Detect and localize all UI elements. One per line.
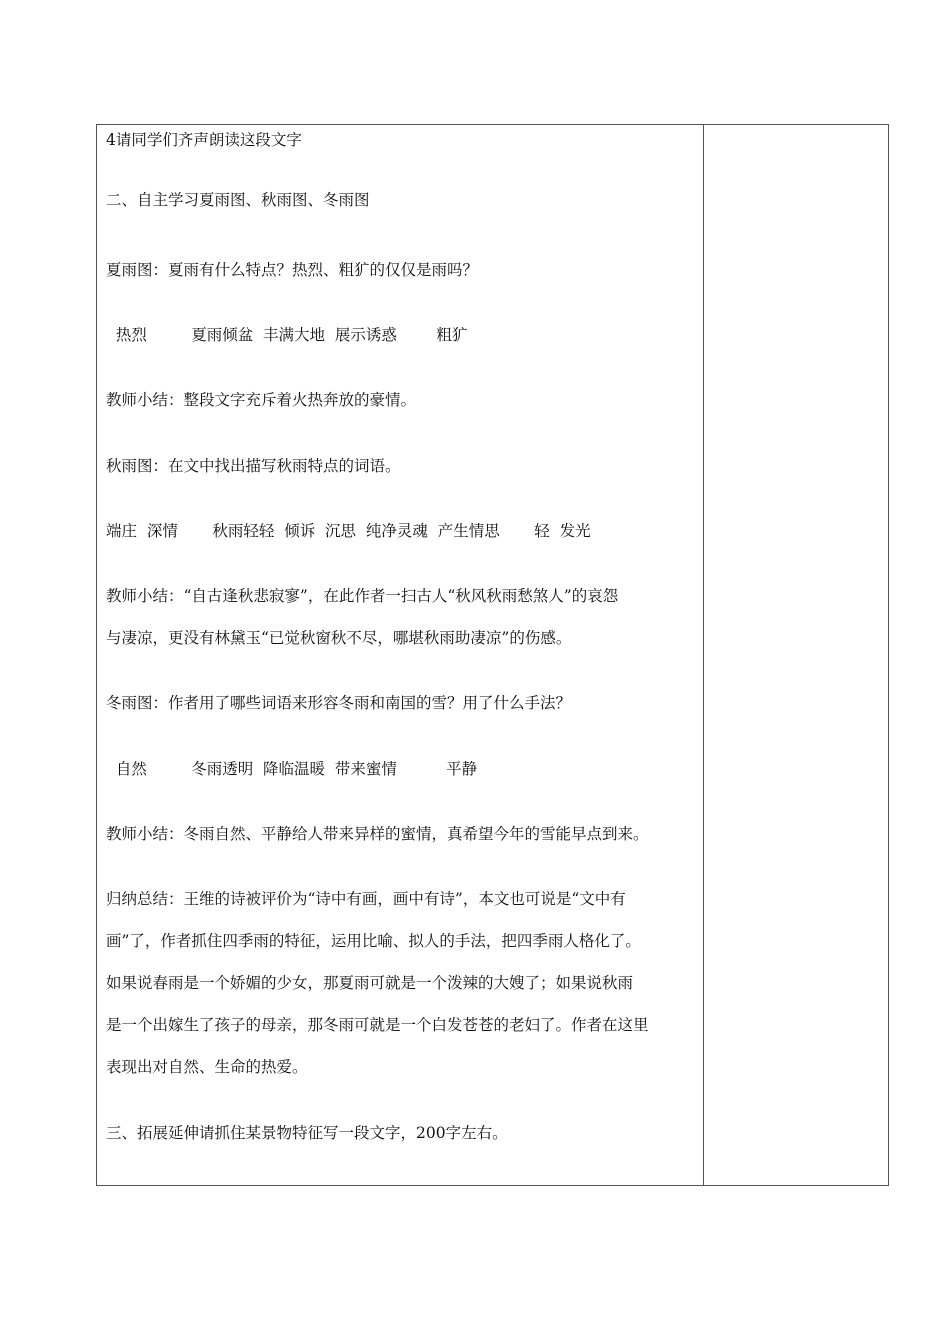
section-heading-extension: 三、拓展延伸请抓住某景物特征写一段文字，200字左右。	[106, 1124, 508, 1142]
text-line-winter-rain-question: 冬雨图：作者用了哪些词语来形容冬雨和南国的雪？用了什么手法？	[106, 694, 572, 712]
text-line-summer-rain-keywords: 热烈 夏雨倾盆 丰满大地 展示诱惑 粗犷	[106, 326, 468, 344]
text-line-conclusion-3: 如果说春雨是一个娇媚的少女，那夏雨可就是一个泼辣的大嫂了；如果说秋雨	[106, 974, 634, 992]
section-heading-self-study: 二、自主学习夏雨图、秋雨图、冬雨图	[106, 191, 370, 209]
text-line-conclusion-1: 归纳总结：王维的诗被评价为“诗中有画，画中有诗”，本文也可说是“文中有	[106, 890, 626, 908]
text-line-conclusion-4: 是一个出嫁生了孩子的母亲，那冬雨可就是一个白发苍苍的老妇了。作者在这里	[106, 1016, 649, 1034]
main-content-cell	[97, 125, 703, 1185]
text-line-reading-instruction: 4请同学们齐声朗读这段文字	[106, 131, 302, 149]
text-line-conclusion-2: 画”了，作者抓住四季雨的特征，运用比喻、拟人的手法，把四季雨人格化了。	[106, 932, 641, 950]
text-line-teacher-summary-autumn-2: 与凄凉，更没有林黛玉“已觉秋窗秋不尽，哪堪秋雨助凄凉”的伤感。	[106, 629, 572, 647]
text-line-autumn-rain-keywords: 端庄 深情 秋雨轻轻 倾诉 沉思 纯净灵魂 产生情思 轻 发光	[106, 522, 591, 540]
text-line-autumn-rain-question: 秋雨图：在文中找出描写秋雨特点的词语。	[106, 457, 401, 475]
text-line-teacher-summary-summer: 教师小结：整段文字充斥着火热奔放的豪情。	[106, 391, 417, 409]
text-line-summer-rain-question: 夏雨图：夏雨有什么特点？热烈、粗犷的仅仅是雨吗？	[106, 261, 479, 279]
text-line-teacher-summary-winter: 教师小结：冬雨自然、平静给人带来异样的蜜情，真希望今年的雪能早点到来。	[106, 825, 649, 843]
notes-cell	[704, 125, 888, 1185]
text-line-winter-rain-keywords: 自然 冬雨透明 降临温暖 带来蜜情 平静	[106, 760, 478, 778]
text-line-conclusion-5: 表现出对自然、生命的热爱。	[106, 1058, 308, 1076]
text-line-teacher-summary-autumn-1: 教师小结：“自古逢秋悲寂寥”，在此作者一扫古人“秋风秋雨愁煞人”的哀怨	[106, 587, 619, 605]
lesson-table	[96, 124, 889, 1186]
